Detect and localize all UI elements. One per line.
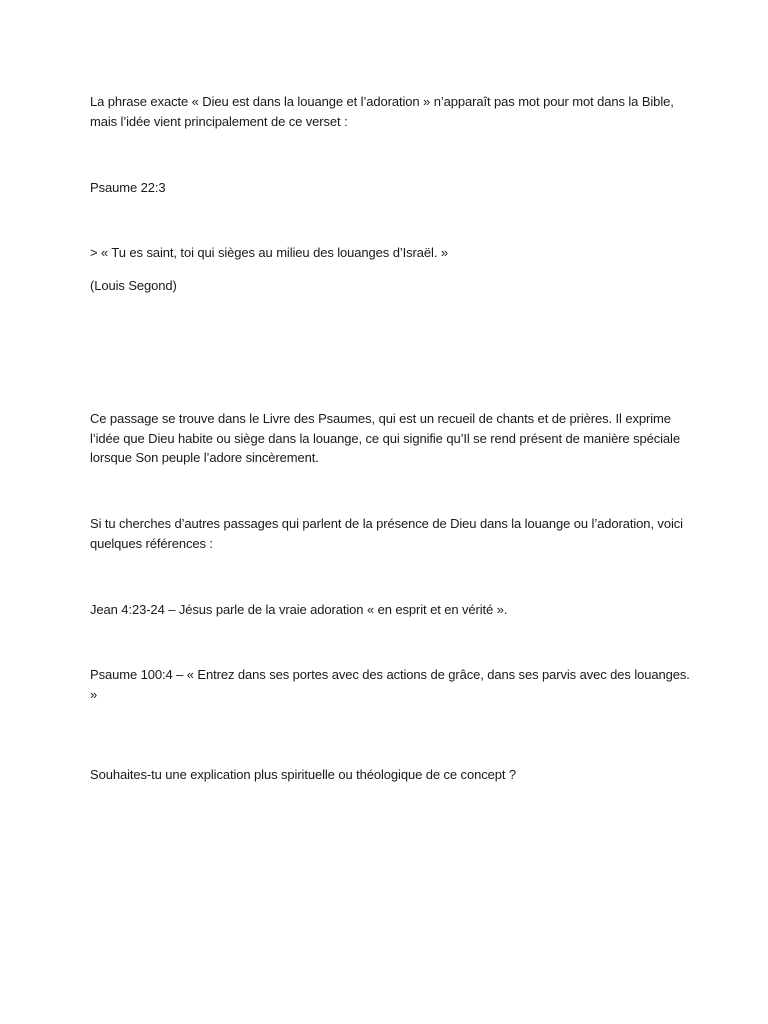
reference-psaume-100: Psaume 100:4 – « Entrez dans ses portes avec des actions de grâce, dans ses parvis avec des louanges. » [90,667,690,702]
reference-jean: Jean 4:23-24 – Jésus parle de la vraie adoration « en esprit et en vérité ». [90,602,508,617]
intro-paragraph: La phrase exacte « Dieu est dans la louange et l’adoration » n’apparaît pas mot pour mot dans la Bible, mais l’idée vient principalement de ce verset : [90,94,674,129]
closing-question: Souhaites-tu une explication plus spirituelle ou théologique de ce concept ? [90,767,517,782]
translation-note: (Louis Segond) [90,278,177,293]
references-intro: Si tu cherches d’autres passages qui parlent de la présence de Dieu dans la louange ou l’adoration, voici quelques références : [90,516,683,551]
verse-quote: > « Tu es saint, toi qui sièges au milieu des louanges d’Israël. » [90,245,448,260]
verse-reference: Psaume 22:3 [90,180,166,195]
explanation-paragraph: Ce passage se trouve dans le Livre des Psaumes, qui est un recueil de chants et de prières. Il exprime l’idée que Dieu habite ou siège dans la louange, ce qui signifie qu’Il se rend présent de manière spéciale lorsque Son peuple l’adore sincèrement. [90,411,680,465]
